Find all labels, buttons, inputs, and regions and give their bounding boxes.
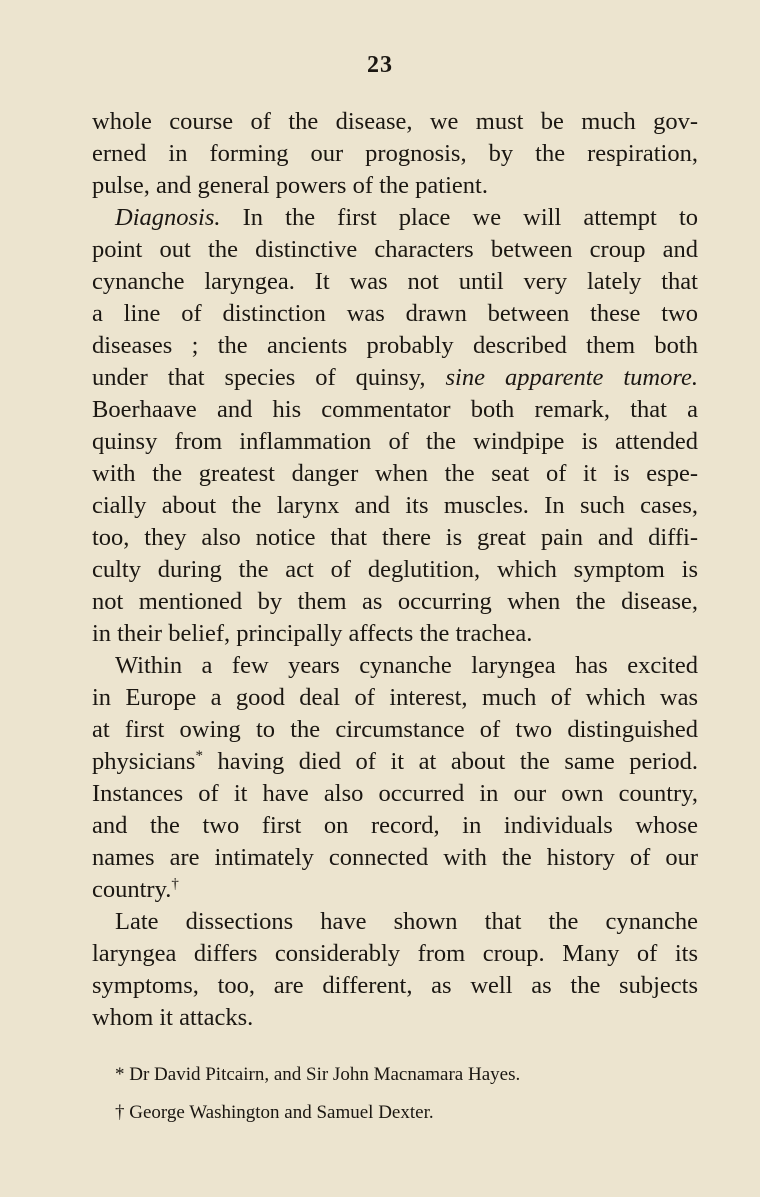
diagnosis-heading: Diagnosis. (115, 204, 221, 231)
text-line: whom it attacks. (92, 1004, 254, 1031)
text-line-segment: under that species of quinsy, (92, 364, 426, 391)
text-line: Boerhaave and his commentator both remark, that a (92, 396, 698, 423)
text-line: in Europe a good deal of interest, much of which was (92, 684, 698, 711)
text-line-segment: having died of it at about the same period. (217, 748, 699, 775)
text-line: Late dissections have shown that the cynanche (115, 908, 698, 935)
text-line: not mentioned by them as occurring when the disease, (92, 588, 698, 615)
text-line: diseases ; the ancients probably described them both (92, 332, 698, 359)
footnote: * Dr David Pitcairn, and Sir John Macnamara Hayes. (115, 1064, 521, 1085)
text-line: Within a few years cynanche laryngea has excited (115, 652, 698, 679)
text-line: point out the distinctive characters between croup and (92, 236, 698, 263)
latin-phrase: sine apparente tumore. (445, 364, 698, 391)
text-line: in their belief, principally affects the trachea. (92, 620, 533, 647)
text-line: and the two first on record, in individuals whose (92, 812, 698, 839)
text-line (92, 874, 698, 906)
body-text (92, 106, 698, 1034)
footnote-mark: * (195, 747, 203, 764)
text-line (92, 202, 698, 234)
text-line: cially about the larynx and its muscles. In such cases, (92, 492, 698, 519)
text-line: quinsy from inflammation of the windpipe is attended (92, 428, 698, 455)
text-line: cynanche laryngea. It was not until very lately that (92, 268, 698, 295)
page-number: 23 (367, 52, 393, 78)
text-line-segment: physicians (92, 748, 196, 775)
text-line: names are intimately connected with the history of our (92, 844, 698, 871)
text-line: pulse, and general powers of the patient. (92, 172, 488, 199)
text-line: with the greatest danger when the seat of it is espe- (92, 460, 698, 487)
text-line: at first owing to the circumstance of two distinguished (92, 716, 698, 743)
text-line: culty during the act of deglutition, which symptom is (92, 556, 698, 583)
text-line (92, 746, 698, 778)
text-line: laryngea differs considerably from croup. Many of its (92, 940, 698, 967)
footnote-mark: † (171, 875, 179, 892)
text-line: a line of distinction was drawn between these two (92, 300, 698, 327)
text-line-segment: In the first place we will attempt to (242, 204, 699, 231)
footnotes (92, 1056, 698, 1132)
text-line: erned in forming our prognosis, by the respiration, (92, 140, 698, 167)
text-line: whole course of the disease, we must be much gov- (92, 108, 698, 135)
text-line: too, they also notice that there is great pain and diffi- (92, 524, 698, 551)
text-line: symptoms, too, are different, as well as the subjects (92, 972, 698, 999)
text-line: Instances of it have also occurred in our own country, (92, 780, 698, 807)
text-line (92, 362, 698, 394)
footnote: † George Washington and Samuel Dexter. (115, 1102, 434, 1123)
text-line-segment: country. (92, 876, 172, 903)
